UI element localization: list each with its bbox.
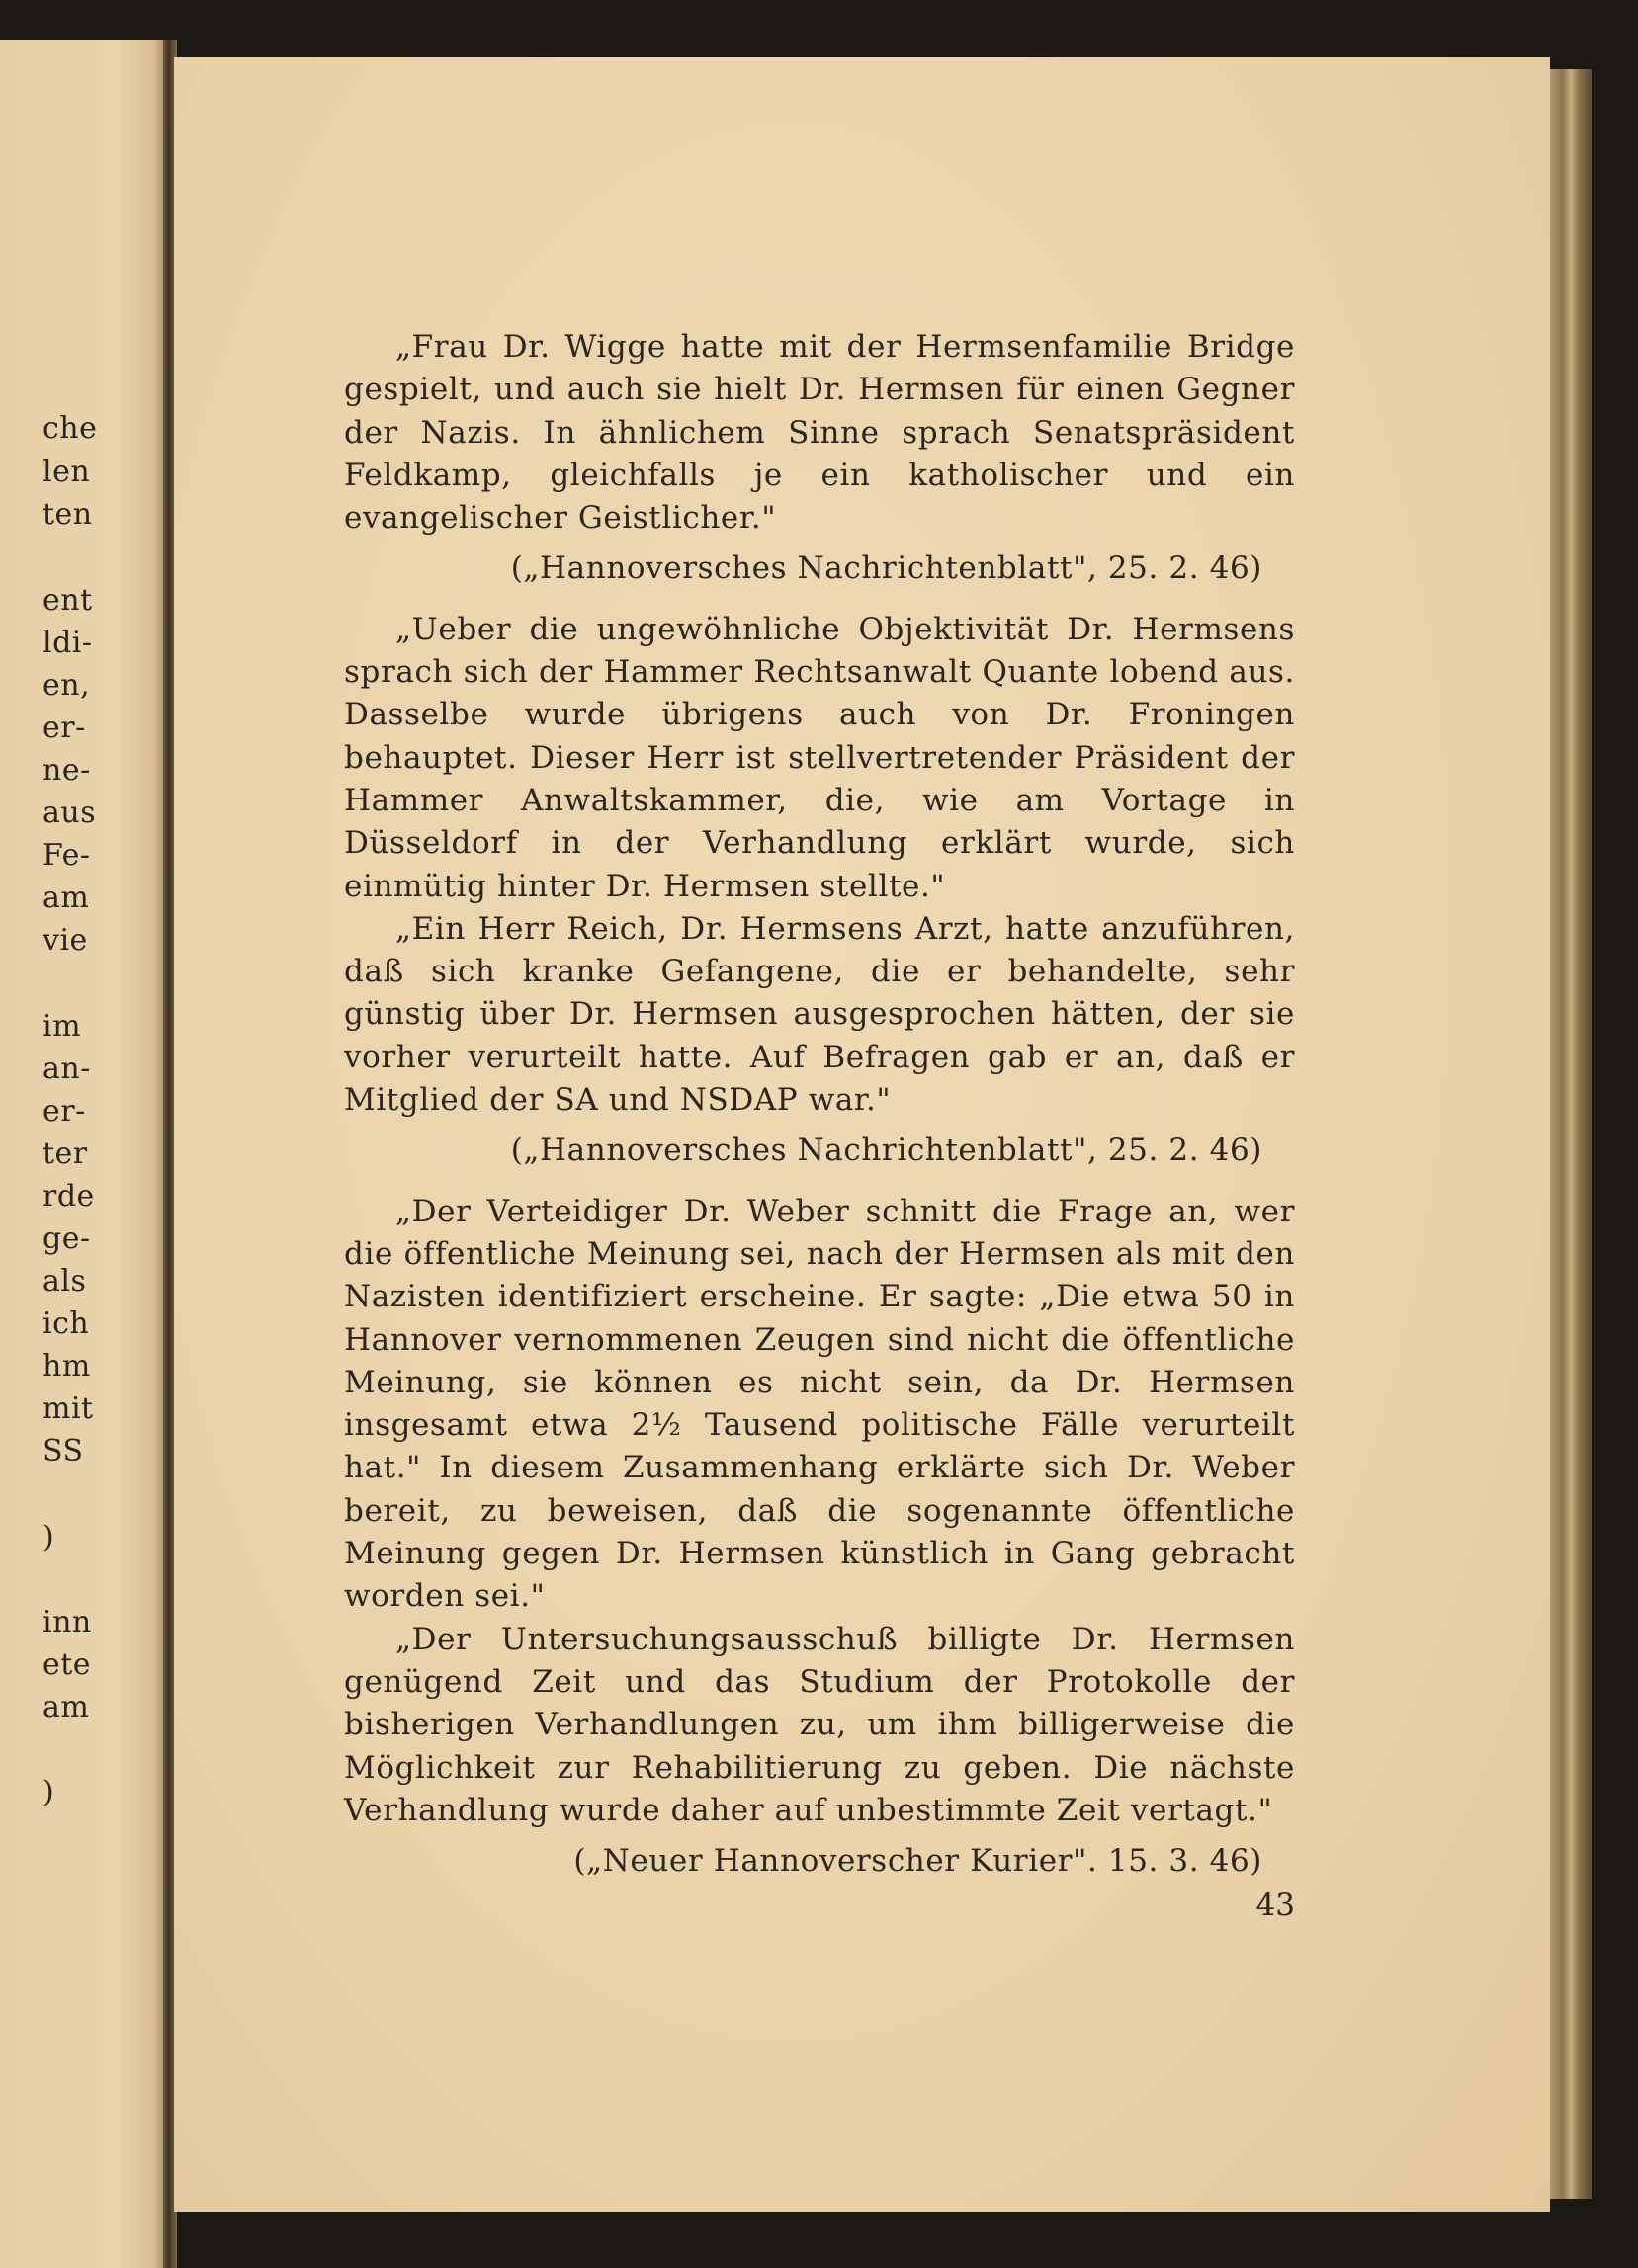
previous-page-fragment <box>0 40 166 2268</box>
quote-paragraph: „Der Verteidiger Dr. Weber schnitt die Frage an, wer die öffentliche Meinung sei, nach der Hermsen als mit den Nazisten identifiziert erscheine. Er sagte: „Die etwa 50 in Hannover vernommenen Zeugen sind nicht die öffentliche Meinung, sie können es nicht sein, da Dr. Hermsen insgesamt etwa 2½ Tausend politische Fälle verurteilt hat." In diesem Zusammenhang erklärte sich Dr. Weber bereit, zu beweisen, daß die sogenannte öffentliche Meinung gegen Dr. Hermsen künstlich in Gang gebracht worden sei." <box>344 1193 1295 1615</box>
previous-page-line-fragment: aus <box>43 796 97 830</box>
previous-page-line-fragment: hm <box>43 1349 91 1384</box>
previous-page-line-fragment: im <box>43 1009 82 1044</box>
previous-page-line-fragment: ge- <box>43 1221 91 1256</box>
quote-paragraph: „Der Untersuchungsausschuß billigte Dr. Hermsen genügend Zeit und das Studium der Protokolle der bisherigen Verhandlungen zu, um ihm billigerweise die Möglichkeit zur Rehabilitierung zu geben. Die nächste Verhandlung wurde daher auf unbestimmte Zeit vertagt." <box>344 1621 1295 1828</box>
page-number: 43 <box>1255 1888 1295 1923</box>
previous-page-line-fragment: rde <box>43 1179 95 1214</box>
previous-page-line-fragment: ten <box>43 497 93 532</box>
previous-page-line-fragment: inn <box>43 1605 92 1639</box>
previous-page-line-fragment: am <box>43 881 90 915</box>
previous-page-line-fragment: er- <box>43 711 86 745</box>
quote-source: („Neuer Hannoverscher Kurier". 15. 3. 46) <box>573 1843 1262 1880</box>
previous-page-line-fragment: als <box>43 1264 87 1299</box>
previous-page-line-fragment: ) <box>43 1520 55 1554</box>
previous-page-line-fragment: ldi- <box>43 626 93 660</box>
quote-paragraph: „Ein Herr Reich, Dr. Hermsens Arzt, hatte anzuführen, daß sich kranke Gefangene, die er behandelte, sehr günstig über Dr. Hermsen ausgesprochen hätten, der sie vorher verurteilt hatte. Auf Befragen gab er an, daß er Mitglied der SA und NSDAP war." <box>344 910 1295 1119</box>
previous-page-line-fragment: vie <box>43 923 88 958</box>
previous-page-line-fragment: ete <box>43 1647 92 1682</box>
previous-page-line-fragment: am <box>43 1690 90 1724</box>
previous-page-line-fragment: len <box>43 455 91 489</box>
previous-page-line-fragment: ent <box>43 583 93 618</box>
quote-paragraph: „Ueber die ungewöhnliche Objektivität Dr. Hermsens sprach sich der Hammer Rechtsanwalt Quante lobend aus. Dasselbe wurde übrigens auch von Dr. Froningen behauptet. Dieser Herr ist stellvertretender Präsident der Hammer Anwaltskammer, die, wie am Vortage in Düsseldorf in der Verhandlung erklärt wurde, sich einmütig hinter Dr. Hermsen stellte." <box>344 611 1295 904</box>
previous-page-line-fragment: ne- <box>43 753 91 788</box>
quote-source: („Hannoversches Nachrichtenblatt", 25. 2. 46) <box>510 550 1262 587</box>
previous-page-line-fragment: mit <box>43 1391 94 1426</box>
previous-page-line-fragment: en, <box>43 668 91 703</box>
quote-paragraph: „Frau Dr. Wigge hatte mit der Hermsenfamilie Bridge gespielt, und auch sie hielt Dr. Hermsen für einen Gegner der Nazis. In ähnlichem Sinne sprach Senatspräsident Feldkamp, gleichfalls je ein katholischer und ein evangelischer Geistlicher." <box>344 329 1295 537</box>
previous-page-line-fragment: ter <box>43 1136 88 1171</box>
previous-page-line-fragment: SS <box>43 1434 84 1469</box>
previous-page-line-fragment: er- <box>43 1094 86 1129</box>
previous-page-line-fragment: ich <box>43 1306 90 1341</box>
page-body-text <box>344 326 1295 1900</box>
previous-page-line-fragment: Fe- <box>43 838 91 873</box>
quote-source: („Hannoversches Nachrichtenblatt", 25. 2. 46) <box>510 1133 1262 1169</box>
previous-page-line-fragment: an- <box>43 1051 91 1086</box>
previous-page-line-fragment: ) <box>43 1775 55 1809</box>
previous-page-line-fragment: che <box>43 411 98 446</box>
page-edge-stack <box>1550 69 1592 2199</box>
